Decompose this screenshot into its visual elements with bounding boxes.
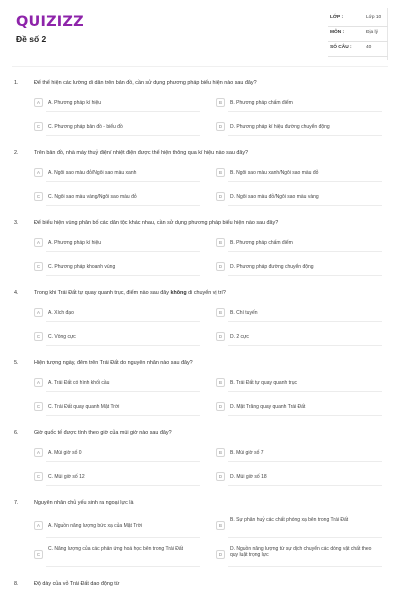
option-text: B. Phương pháp chấm điểm <box>230 240 293 246</box>
answer-option-d[interactable] <box>216 470 382 484</box>
answer-option-d[interactable] <box>216 545 382 565</box>
option-letter-badge: D <box>216 262 225 271</box>
option-text: B. Phương pháp chấm điểm <box>230 100 293 106</box>
option-text: A. Nguồn năng lượng bức xạ của Mặt Trời <box>48 523 143 529</box>
question-header <box>0 496 400 515</box>
answer-option-b[interactable] <box>216 376 382 390</box>
question-text: Độ dày của vỏ Trái Đất dao động từ <box>34 581 120 587</box>
question-number: 3. <box>14 220 19 226</box>
question-number: 5. <box>14 360 19 366</box>
option-divider <box>46 135 200 136</box>
option-divider <box>228 345 382 346</box>
answer-option-b[interactable] <box>216 306 382 320</box>
option-divider <box>46 391 200 392</box>
answer-option-c[interactable] <box>34 260 200 274</box>
question-header <box>0 76 400 95</box>
option-letter-badge: C <box>34 262 43 271</box>
answer-option-b[interactable] <box>216 446 382 460</box>
option-letter-badge: B <box>216 448 225 457</box>
option-letter-badge: A <box>34 238 43 247</box>
option-divider <box>228 537 382 538</box>
option-letter-badge: C <box>34 192 43 201</box>
option-letter-badge: D <box>216 332 225 341</box>
option-letter-badge: B <box>216 308 225 317</box>
answer-option-d[interactable] <box>216 400 382 414</box>
option-letter-badge: A <box>34 98 43 107</box>
option-letter-badge: A <box>34 168 43 177</box>
answer-option-b[interactable] <box>216 96 382 110</box>
meta-row-subject <box>328 27 388 42</box>
option-text: C. Trái Đất quay quanh Mặt Trời <box>48 404 120 410</box>
option-letter-badge: A <box>34 521 43 530</box>
option-divider <box>46 181 200 182</box>
option-text: C. Phương pháp khoanh vùng <box>48 264 116 270</box>
option-divider <box>46 321 200 322</box>
option-letter-badge: C <box>34 402 43 411</box>
worksheet-header <box>0 0 400 62</box>
option-divider <box>228 566 382 567</box>
question-text <box>34 290 384 296</box>
option-text: B. Sự phân huỷ các chất phóng xạ bên trong Trái Đất <box>230 517 349 523</box>
option-letter-badge: C <box>34 122 43 131</box>
answer-option-b[interactable] <box>216 166 382 180</box>
option-text: A. Múi giờ số 0 <box>48 450 82 456</box>
option-divider <box>46 415 200 416</box>
quizizz-logo: QUIZIZZ <box>16 14 84 30</box>
question-number: 4. <box>14 290 19 296</box>
answer-option-a[interactable] <box>34 166 200 180</box>
question-text-part: di chuyển vị trí? <box>186 290 226 296</box>
question-text-emphasis: không <box>170 290 187 296</box>
option-text: B. Chí tuyến <box>230 310 258 316</box>
answer-option-c[interactable] <box>34 545 200 565</box>
question-header <box>0 286 400 305</box>
question-number: 1. <box>14 80 19 86</box>
option-letter-badge: B <box>216 98 225 107</box>
question-text: Để biểu hiện vùng phân bố các dân tộc khác nhau, cần sử dụng phương pháp biểu hiện nào sau đây? <box>34 220 279 226</box>
meta-row-question-count <box>328 42 388 57</box>
option-divider <box>228 391 382 392</box>
question-item <box>0 426 400 496</box>
question-item <box>0 356 400 426</box>
option-divider <box>228 111 382 112</box>
question-item <box>0 286 400 356</box>
question-header <box>0 356 400 375</box>
option-text: D. Phương pháp đường chuyển động <box>230 264 314 270</box>
option-text: A. Phương pháp kí hiệu <box>48 100 102 106</box>
answer-option-a[interactable] <box>34 96 200 110</box>
answer-option-c[interactable] <box>34 330 200 344</box>
answer-option-a[interactable] <box>34 376 200 390</box>
answer-option-d[interactable] <box>216 190 382 204</box>
answer-option-c[interactable] <box>34 470 200 484</box>
option-divider <box>228 205 382 206</box>
answer-option-b[interactable] <box>216 516 382 536</box>
question-text-part: Trong khi Trái Đất tự quay quanh trục, điểm nào sau đây <box>34 290 171 296</box>
option-text: A. Ngôi sao màu đỏ/Ngôi sao màu xanh <box>48 170 137 176</box>
question-header <box>0 577 400 596</box>
option-letter-badge: D <box>216 402 225 411</box>
meta-label: SỐ CÂU : <box>330 45 352 50</box>
option-text: D. Phương pháp kí hiệu đường chuyển động <box>230 124 330 130</box>
option-letter-badge: B <box>216 168 225 177</box>
meta-label: MÔN : <box>330 30 345 35</box>
option-letter-badge: D <box>216 550 225 559</box>
question-number: 2. <box>14 150 19 156</box>
option-divider <box>228 321 382 322</box>
question-text: Hiện tượng ngày, đêm trên Trái Đất do nguyên nhân nào sau đây? <box>34 360 193 366</box>
option-text: C. Vòng cực <box>48 334 76 340</box>
meta-value: 40 <box>366 45 372 50</box>
option-text: D. Ngôi sao màu đỏ/Ngôi sao màu vàng <box>230 194 319 200</box>
option-text: A. Xích đạo <box>48 310 74 316</box>
option-letter-badge: A <box>34 448 43 457</box>
option-text: B. Múi giờ số 7 <box>230 450 264 456</box>
option-text: C. Năng lượng của các phản ứng hoá học bên trong Trái Đất <box>48 546 184 552</box>
question-number: 7. <box>14 500 19 506</box>
header-divider <box>12 66 388 67</box>
option-divider <box>228 275 382 276</box>
option-divider <box>228 485 382 486</box>
option-letter-badge: A <box>34 308 43 317</box>
answer-option-d[interactable] <box>216 330 382 344</box>
option-divider <box>46 275 200 276</box>
question-text: Giờ quốc tế được tính theo giờ của múi giờ nào sau đây? <box>34 430 172 436</box>
option-divider <box>228 461 382 462</box>
option-divider <box>46 345 200 346</box>
question-text: Trên bản đồ, nhà máy thuỷ điện/ nhiệt điện được thể hiện thông qua kí hiệu nào sau đây? <box>34 150 249 156</box>
option-letter-badge: B <box>216 378 225 387</box>
option-divider <box>228 251 382 252</box>
question-item <box>0 216 400 286</box>
question-item <box>0 76 400 146</box>
option-divider <box>46 111 200 112</box>
answer-option-a[interactable] <box>34 306 200 320</box>
option-divider <box>228 181 382 182</box>
option-letter-badge: D <box>216 192 225 201</box>
option-letter-badge: B <box>216 521 225 530</box>
option-letter-badge: B <box>216 238 225 247</box>
question-text: Nguyên nhân chủ yếu sinh ra ngoại lực là <box>34 500 134 506</box>
answer-option-c[interactable] <box>34 400 200 414</box>
option-letter-badge: D <box>216 472 225 481</box>
document-title: Đề số 2 <box>16 34 47 44</box>
option-text: B. Ngôi sao màu xanh/Ngôi sao màu đỏ <box>230 170 319 176</box>
option-letter-badge: C <box>34 332 43 341</box>
option-text: D. Múi giờ số 18 <box>230 474 267 480</box>
option-text: B. Trái Đất tự quay quanh trục <box>230 380 297 386</box>
meta-label: LỚP : <box>330 15 344 20</box>
option-text: D. 2 cực <box>230 334 249 340</box>
question-header <box>0 426 400 445</box>
question-number: 8. <box>14 581 19 587</box>
option-divider <box>46 485 200 486</box>
option-text: C. Múi giờ số 12 <box>48 474 85 480</box>
question-item <box>0 146 400 216</box>
question-text: Để thể hiện các lường di dân trên bản đồ, cần sử dụng phương pháp biểu hiện nào sau đây? <box>34 80 257 86</box>
option-divider <box>46 251 200 252</box>
option-text: A. Trái Đất có hình khối cầu <box>48 380 110 386</box>
question-number: 6. <box>14 430 19 436</box>
option-divider <box>228 135 382 136</box>
option-divider <box>46 566 200 567</box>
answer-option-a[interactable] <box>34 446 200 460</box>
option-letter-badge: C <box>34 472 43 481</box>
option-letter-badge: A <box>34 378 43 387</box>
question-header <box>0 146 400 165</box>
answer-option-a[interactable] <box>34 236 200 250</box>
answer-option-d[interactable] <box>216 120 382 134</box>
question-item <box>0 577 400 597</box>
meta-value: Địa lý <box>366 30 378 35</box>
answer-option-c[interactable] <box>34 190 200 204</box>
question-header <box>0 216 400 235</box>
option-letter-badge: D <box>216 122 225 131</box>
option-text: D. Mặt Trăng quay quanh Trái Đất <box>230 404 306 410</box>
option-divider <box>46 537 200 538</box>
meta-info <box>328 12 388 57</box>
option-divider <box>46 205 200 206</box>
option-text: C. Ngôi sao màu vàng/Ngôi sao màu đỏ <box>48 194 137 200</box>
option-divider <box>228 415 382 416</box>
answer-option-d[interactable] <box>216 260 382 274</box>
meta-row-class <box>328 12 388 27</box>
option-text: A. Phương pháp kí hiệu <box>48 240 102 246</box>
meta-value: Lớp 10 <box>366 15 382 20</box>
option-text: D. Nguồn năng lượng từ sự dịch chuyển các dòng vật chất theo quy luật trọng lực <box>230 546 372 558</box>
answer-option-c[interactable] <box>34 120 200 134</box>
answer-option-b[interactable] <box>216 236 382 250</box>
answer-option-a[interactable] <box>34 516 200 536</box>
question-item <box>0 496 400 576</box>
option-letter-badge: C <box>34 550 43 559</box>
option-text: C. Phương pháp bản đồ - biểu đồ <box>48 124 123 130</box>
option-divider <box>46 461 200 462</box>
